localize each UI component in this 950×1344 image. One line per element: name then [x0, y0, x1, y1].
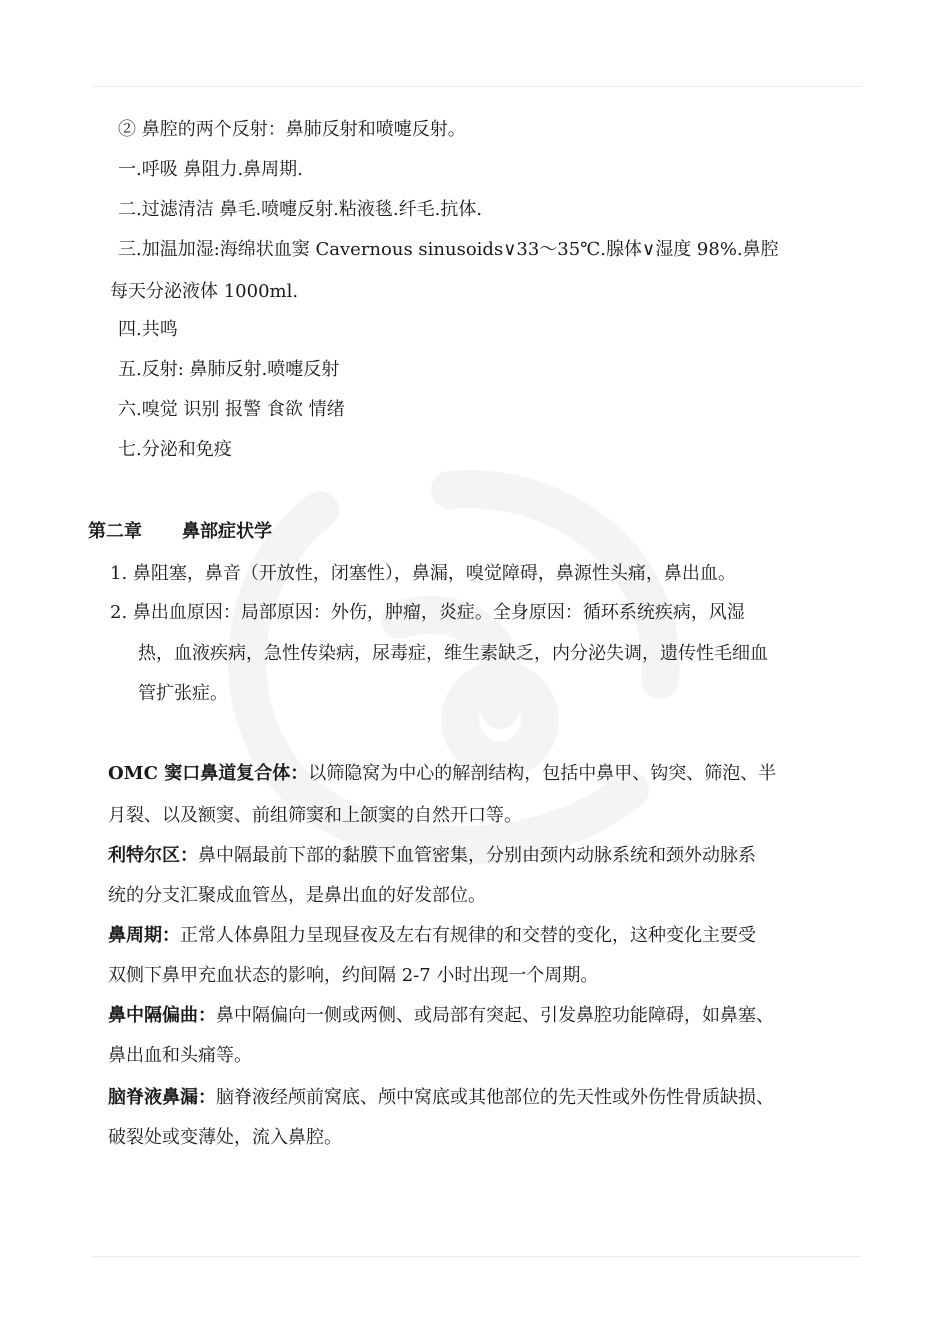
definition-term: 鼻中隔偏曲： [108, 1005, 216, 1026]
definition-text: 脑脊液经颅前窝底、颅中窝底或其他部位的先天性或外伤性骨质缺损、 [216, 1087, 774, 1108]
definition-text: 统的分支汇聚成血管丛，是鼻出血的好发部位。 [108, 885, 486, 906]
definition-septum-deviation [108, 1004, 774, 1028]
definition-term: 鼻周期： [108, 925, 180, 946]
chapter-title: 鼻部症状学 [182, 521, 272, 542]
list-item-continuation: 热，血液疾病，急性传染病，尿毒症，维生素缺乏，内分泌失调，遗传性毛细血 [138, 643, 768, 664]
definition-littles-area [108, 844, 756, 868]
text-line: 五.反射: 鼻肺反射.喷嚏反射 [118, 359, 340, 380]
text-line: ② 鼻腔的两个反射：鼻肺反射和喷嚏反射。 [118, 119, 466, 140]
definition-nasal-cycle [108, 924, 756, 948]
list-item: 2. 鼻出血原因：局部原因：外伤，肿瘤，炎症。全身原因：循环系统疾病，风湿 [110, 602, 745, 623]
definition-term: 脑脊液鼻漏： [108, 1087, 216, 1108]
chapter-heading [88, 520, 272, 544]
header-rule [92, 86, 862, 87]
text-line: 一.呼吸 鼻阻力.鼻周期. [118, 159, 303, 180]
text-line: 七.分泌和免疫 [118, 439, 232, 460]
text-line: 二.过滤清洁 鼻毛.喷嚏反射.粘液毯.纤毛.抗体. [118, 199, 483, 220]
footer-rule [92, 1256, 862, 1257]
definition-text: 鼻中隔偏向一侧或两侧、或局部有突起、引发鼻腔功能障碍，如鼻塞、 [216, 1005, 774, 1026]
definition-text: 月裂、以及额窦、前组筛窦和上颌窦的自然开口等。 [108, 805, 522, 826]
definition-text: 双侧下鼻甲充血状态的影响，约间隔 2-7 小时出现一个周期。 [108, 965, 599, 986]
text-line: 每天分泌液体 1000ml. [110, 281, 299, 302]
definition-text: 破裂处或变薄处，流入鼻腔。 [108, 1127, 342, 1148]
definition-text: 以筛隐窝为中心的解剖结构，包括中鼻甲、钩突、筛泡、半 [308, 763, 777, 784]
text-line: 三.加温加湿:海绵状血窦 Cavernous sinusoids∨33～35℃.腺体∨湿度 98%.鼻腔 [118, 239, 779, 260]
definition-text: 鼻中隔最前下部的黏膜下血管密集，分别由颈内动脉系统和颈外动脉系 [198, 845, 756, 866]
list-item: 1. 鼻阻塞，鼻音（开放性，闭塞性），鼻漏，嗅觉障碍，鼻源性头痛，鼻出血。 [110, 563, 736, 584]
definition-text: 正常人体鼻阻力呈现昼夜及左右有规律的和交替的变化，这种变化主要受 [180, 925, 756, 946]
definition-omc [108, 762, 776, 786]
definition-csf-rhinorrhea [108, 1086, 774, 1110]
definition-term: 利特尔区： [108, 845, 198, 866]
definition-text: 鼻出血和头痛等。 [108, 1045, 252, 1066]
text-line: 四.共鸣 [118, 319, 178, 340]
chapter-label: 第二章 [88, 521, 142, 542]
text-line: 六.嗅觉 识别 报警 食欲 情绪 [118, 399, 345, 420]
list-item-continuation: 管扩张症。 [138, 683, 228, 704]
definition-term: OMC 窦口鼻道复合体： [108, 763, 309, 784]
